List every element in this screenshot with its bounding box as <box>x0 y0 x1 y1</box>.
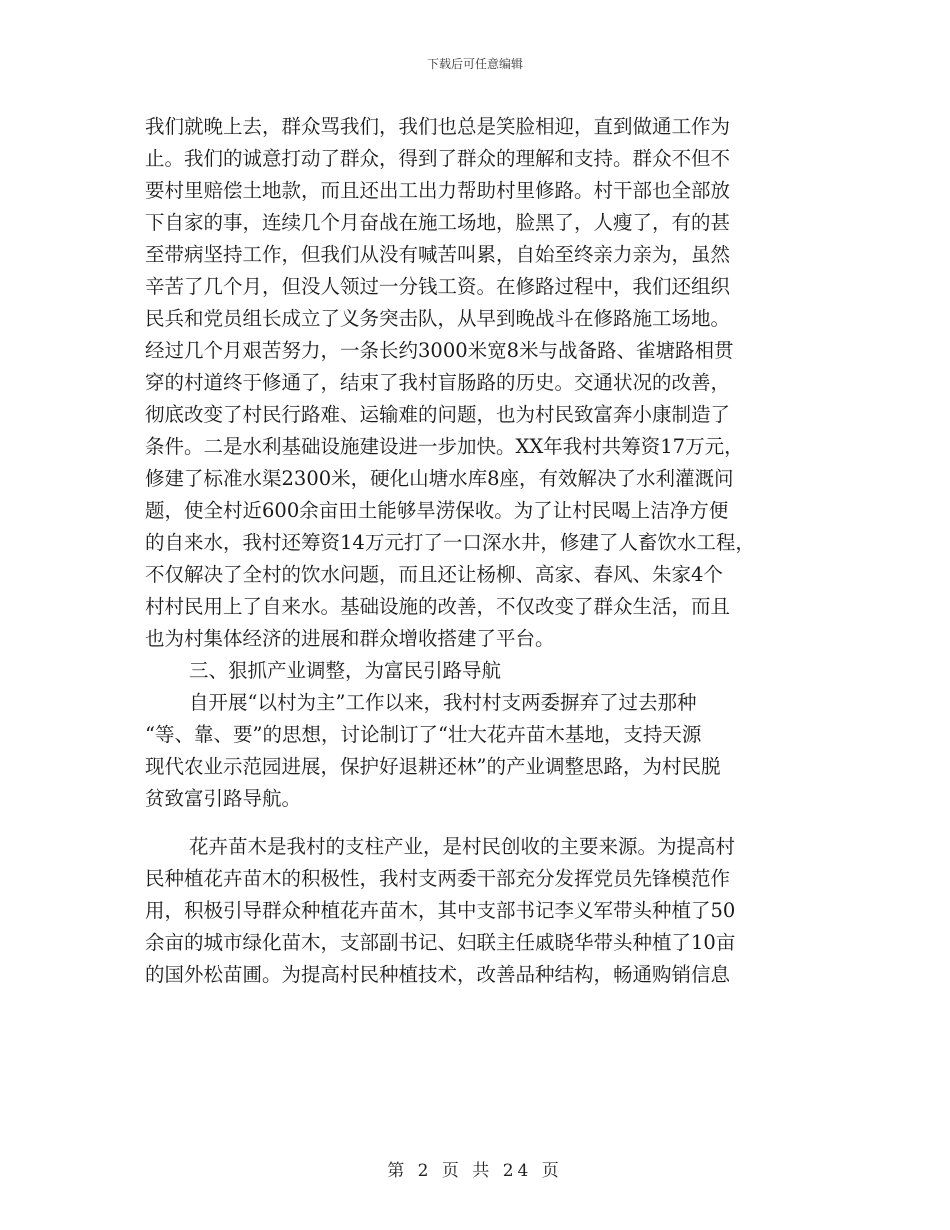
text-line: 的国外松苗圃。为提高村民种植技术，改善品种结构，畅通购销信息 <box>145 963 731 986</box>
text-line: 也为村集体经济的进展和群众增收搭建了平台。 <box>145 627 555 650</box>
paragraph-spacer <box>145 815 815 831</box>
text-line: 止。我们的诚意打动了群众，得到了群众的理解和支持。群众不但不 <box>145 147 731 170</box>
document-body <box>145 111 815 991</box>
text-line: 题，使全村近600余亩田土能够旱涝保收。为了让村民喝上洁净方便 <box>145 499 729 522</box>
text-line: 不仅解决了全村的饮水问题，而且还让杨柳、高家、春风、朱家4个 <box>145 563 723 586</box>
text-line: 用，积极引导群众种植花卉苗木，其中支部书记李义军带头种植了50 <box>145 899 736 922</box>
page-number: 第 2 页 共 24 页 <box>387 1161 563 1181</box>
text-line: 要村里赔偿土地款，而且还出工出力帮助村里修路。村干部也全部放 <box>145 179 731 202</box>
page-header-note: 下载后可任意编辑 <box>426 57 523 71</box>
text-line: 花卉苗木是我村的支柱产业，是村民创收的主要来源。为提高村 <box>189 835 736 858</box>
text-line: 民种植花卉苗木的积极性，我村支两委干部充分发挥党员先锋模范作 <box>145 867 731 890</box>
section-heading: 三、狠抓产业调整，为富民引路导航 <box>189 659 502 682</box>
text-line: 余亩的城市绿化苗木，支部副书记、妇联主任戚晓华带头种植了10亩 <box>145 931 736 954</box>
text-line: 村村民用上了自来水。基础设施的改善，不仅改变了群众生活，而且 <box>145 595 731 618</box>
text-line: 修建了标准水渠2300米，硬化山塘水库8座，有效解决了水利灌溉问 <box>145 467 734 490</box>
text-line: 民兵和党员组长成立了义务突击队，从早到晚战斗在修路施工场地。 <box>145 307 731 330</box>
text-line: 现代农业示范园进展，保护好退耕还林”的产业调整思路，为村民脱 <box>145 755 721 778</box>
text-line: 自开展“以村为主”工作以来，我村村支两委摒弃了过去那种 <box>189 691 697 714</box>
text-line: 下自家的事，连续几个月奋战在施工场地，脸黑了，人瘦了，有的甚 <box>145 211 731 234</box>
text-line: 条件。二是水利基础设施建设进一步加快。XX年我村共筹资17万元， <box>145 435 744 458</box>
text-line: “等、靠、要”的思想，讨论制订了“壮大花卉苗木基地，支持天源 <box>145 723 702 746</box>
text-line: 经过几个月艰苦努力，一条长约3000米宽8米与战备路、雀塘路相贯 <box>145 339 734 362</box>
text-line: 贫致富引路导航。 <box>145 787 302 810</box>
text-line: 穿的村道终于修通了，结束了我村盲肠路的历史。交通状况的改善， <box>145 371 731 394</box>
text-line: 辛苦了几个月，但没人领过一分钱工资。在修路过程中，我们还组织 <box>145 275 731 298</box>
text-line: 我们就晚上去，群众骂我们，我们也总是笑脸相迎，直到做通工作为 <box>145 115 731 138</box>
text-line: 至带病坚持工作，但我们从没有喊苦叫累，自始至终亲力亲为，虽然 <box>145 243 731 266</box>
text-line: 彻底改变了村民行路难、运输难的问题，也为村民致富奔小康制造了 <box>145 403 731 426</box>
text-line: 的自来水，我村还筹资14万元打了一口深水井，修建了人畜饮水工程， <box>145 531 755 554</box>
